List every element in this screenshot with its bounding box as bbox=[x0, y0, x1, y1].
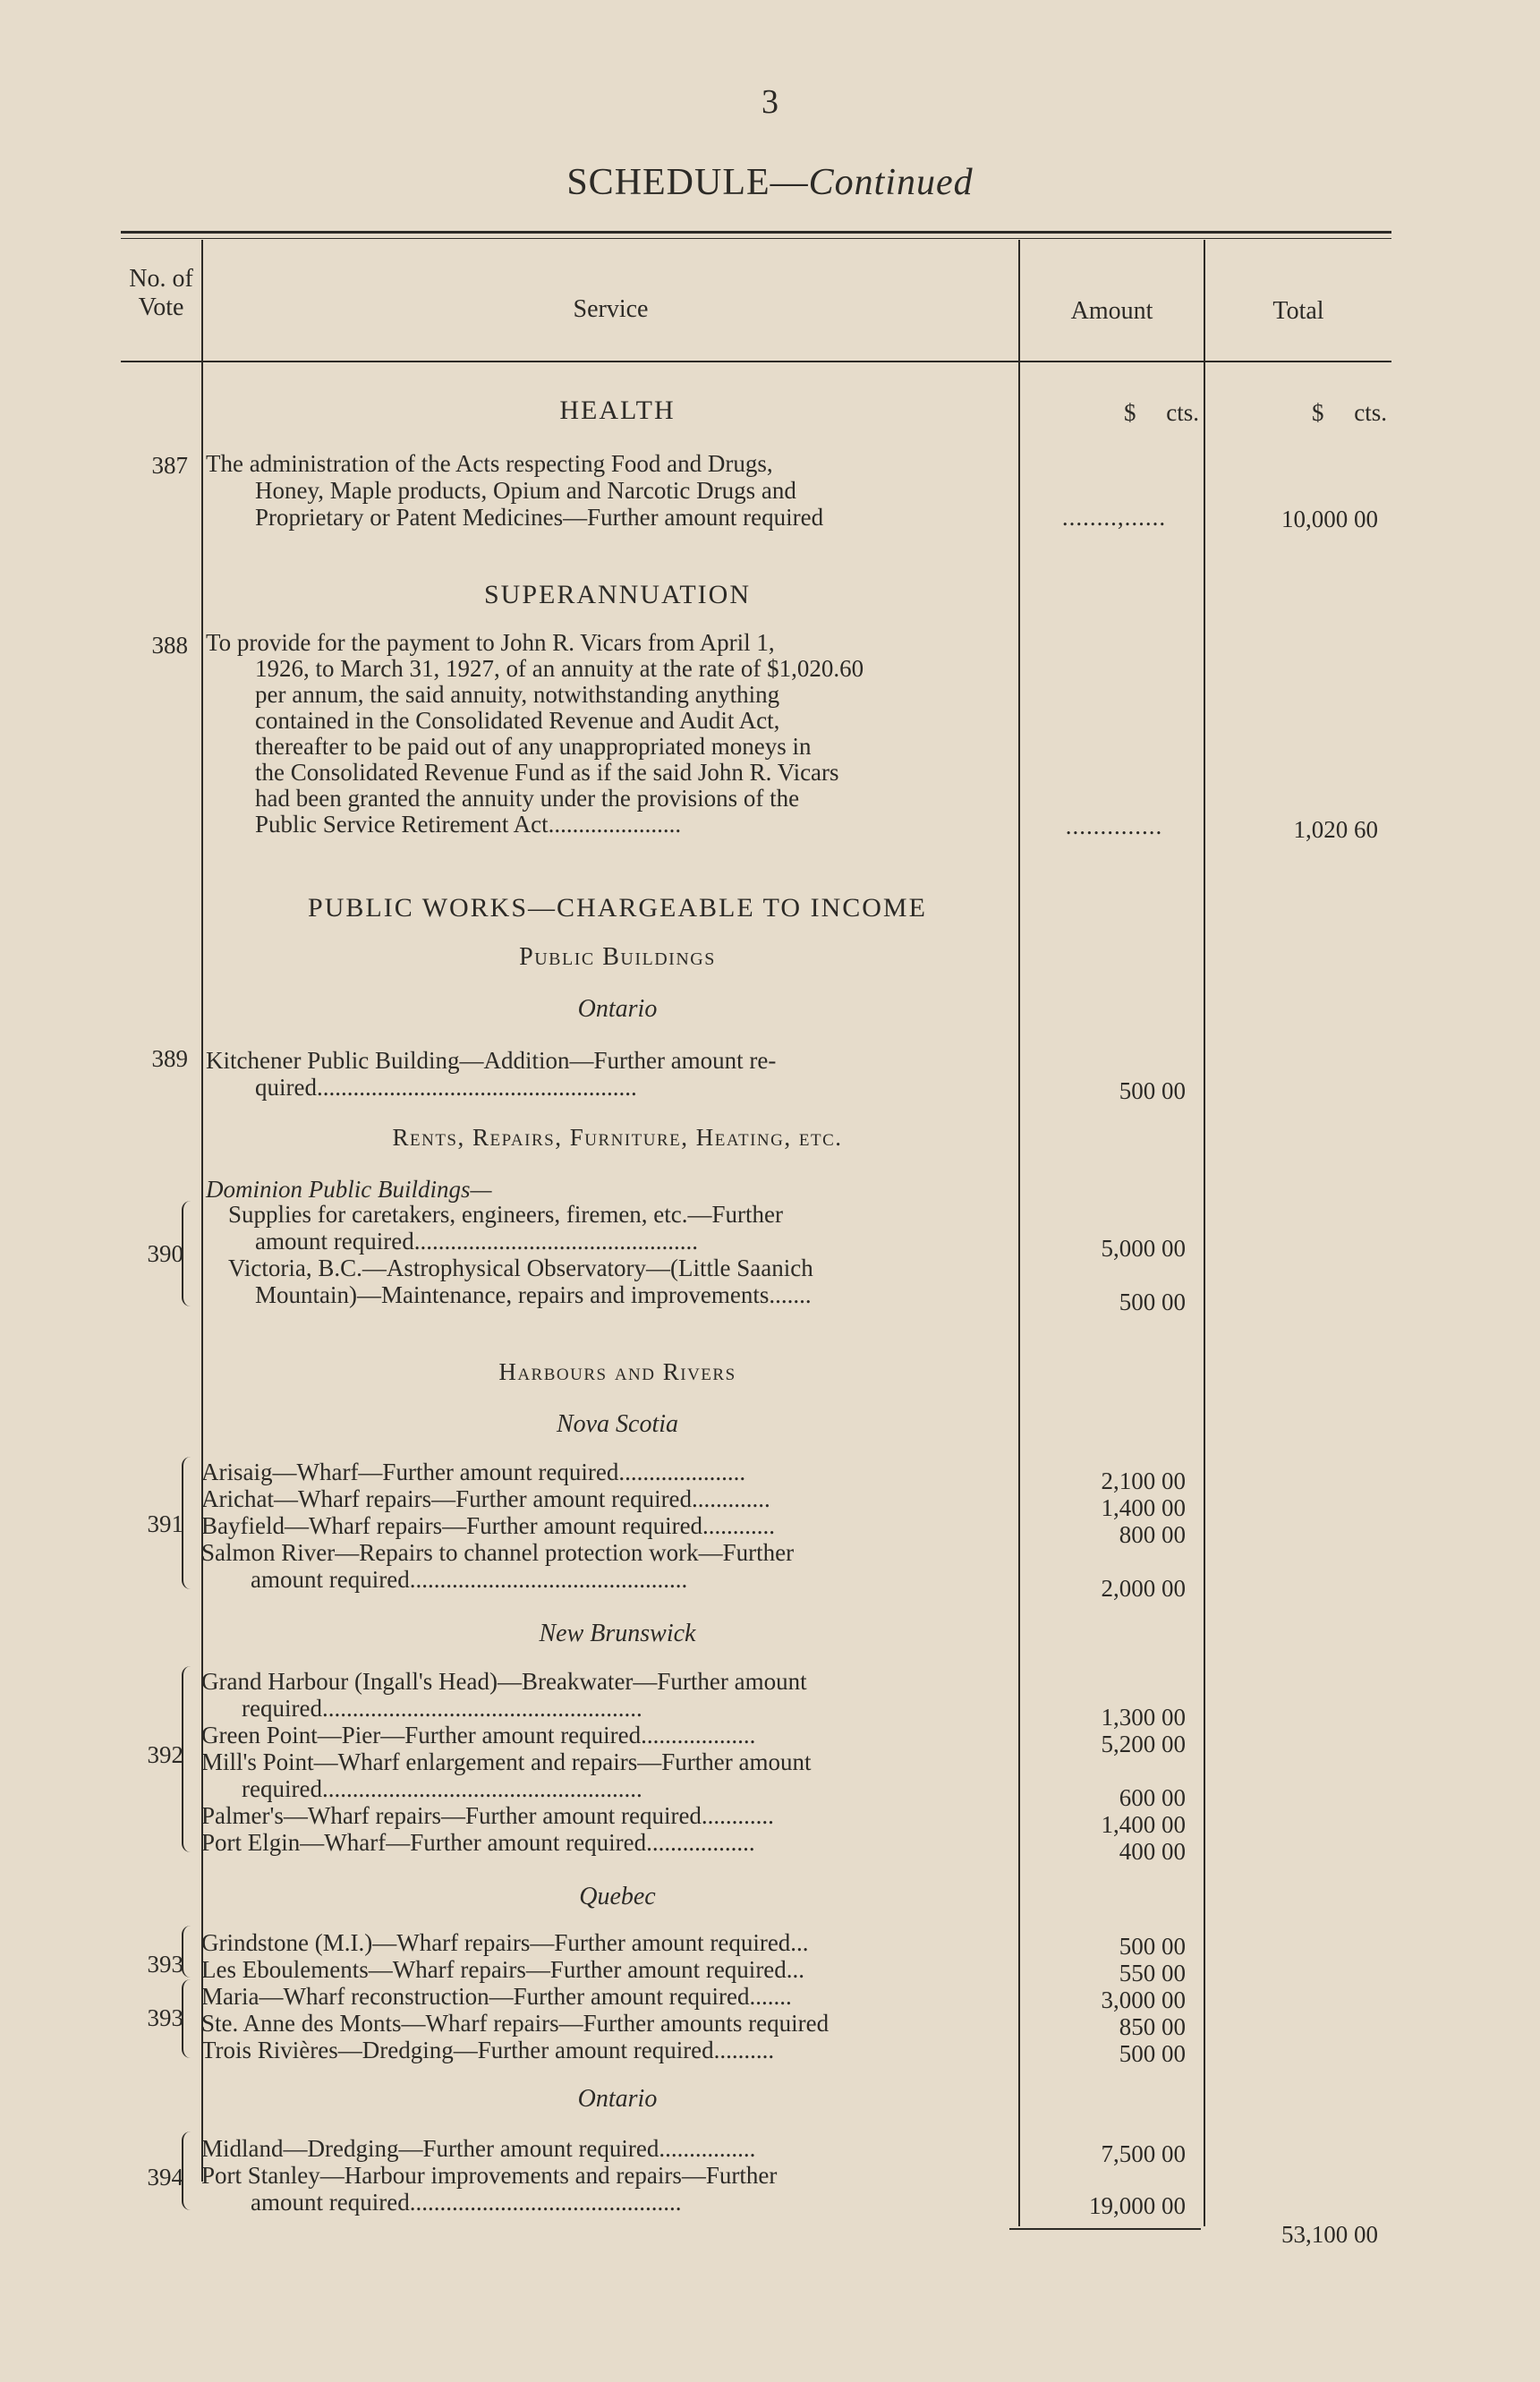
amount-leader: ........,...... bbox=[1061, 504, 1167, 531]
province-heading: Nova Scotia bbox=[556, 1410, 679, 1438]
amount-value: 800 00 bbox=[1119, 1521, 1186, 1548]
amount-value: 1,400 00 bbox=[1101, 1494, 1186, 1521]
service-heading: Dominion Public Buildings— bbox=[206, 1176, 492, 1203]
service-item: Grindstone (M.I.)—Wharf repairs—Further amount required... Les Eboulements—Wharf repairs—Further amount required... Maria—Wharf reconstruction—Further amount required....... Ste. Anne des Monts—Wharf repairs—Further amounts required Trois Rivières—Dredging—Further amount required.......... bbox=[201, 1929, 830, 2063]
province-heading: Ontario bbox=[577, 995, 658, 1023]
amount-value: 5,200 00 bbox=[1101, 1731, 1186, 1757]
vote-number: 388 bbox=[151, 632, 188, 659]
amount-value: 7,500 00 bbox=[1101, 2140, 1186, 2167]
amount-value: 500 00 bbox=[1119, 1933, 1186, 1960]
amount-value: 2,000 00 bbox=[1101, 1575, 1186, 1602]
province-heading: New Brunswick bbox=[539, 1620, 696, 1647]
amount-unit: $ cts. bbox=[1124, 399, 1199, 426]
service-item: Supplies for caretakers, engineers, firemen, etc.—Further amount required............................................... Victoria, B.C.—Astrophysical Observatory—(Little Saanich Mountain)—Maintenance, repairs and improvements....... bbox=[228, 1201, 813, 1308]
vote-number: 391 bbox=[147, 1510, 183, 1537]
service-item: To provide for the payment to John R. Vicars from April 1, 1926, to March 31, 1927, of an annuity at the rate of $1,020.60 per annum, the said annuity, notwithstanding anything contained in the Consolidated Revenue and Audit Act, thereafter to be paid out of any unappropriated moneys in the Consolidated Revenue Fund as if the said John R. Vicars had been granted the annuity under the provisions of the Public Service Retirement Act...................... bbox=[206, 629, 864, 838]
amount-value: 500 00 bbox=[1119, 2040, 1186, 2067]
vote-brace bbox=[182, 1979, 191, 2058]
grand-total: 53,100 00 bbox=[1281, 2221, 1378, 2248]
page-number: 3 bbox=[761, 83, 779, 121]
column-header-vote: No. of Vote bbox=[129, 265, 193, 321]
vote-brace bbox=[182, 1457, 191, 1589]
column-rule-service bbox=[1018, 240, 1020, 2226]
title-italic: Continued bbox=[808, 162, 974, 203]
vote-number: 394 bbox=[147, 2164, 183, 2191]
amount-value: 19,000 00 bbox=[1089, 2192, 1186, 2219]
section-public-works: PUBLIC WORKS—CHARGEABLE TO INCOME bbox=[308, 893, 927, 923]
amount-value: 1,300 00 bbox=[1101, 1704, 1186, 1731]
vote-brace bbox=[182, 1666, 191, 1852]
total-value: 1,020 60 bbox=[1293, 816, 1378, 843]
service-item: Midland—Dredging—Further amount required................ Port Stanley—Harbour improvements and repairs—Further amount required............................................. bbox=[201, 2135, 778, 2216]
service-item: The administration of the Acts respecting Food and Drugs, Honey, Maple products, Opium and Narcotic Drugs and Proprietary or Patent Medicines—Further amount required bbox=[206, 450, 824, 531]
vote-number: 390 bbox=[147, 1240, 183, 1267]
subsection-rents: Rents, Repairs, Furniture, Heating, etc. bbox=[392, 1124, 843, 1151]
subsection-harbours: Harbours and Rivers bbox=[498, 1358, 736, 1385]
amount-value: 5,000 00 bbox=[1101, 1235, 1186, 1262]
service-item: Kitchener Public Building—Addition—Further amount re- quired..................................................... bbox=[206, 1047, 777, 1101]
total-unit: $ cts. bbox=[1312, 399, 1387, 426]
amount-value: 500 00 bbox=[1119, 1289, 1186, 1315]
subsection-public-buildings: Public Buildings bbox=[519, 943, 716, 971]
amount-leader: .............. bbox=[1065, 812, 1163, 839]
vote-brace bbox=[182, 2131, 191, 2210]
amount-value: 1,400 00 bbox=[1101, 1811, 1186, 1838]
column-header-service: Service bbox=[573, 295, 649, 323]
amount-value: 400 00 bbox=[1119, 1838, 1186, 1865]
column-header-amount: Amount bbox=[1070, 297, 1153, 325]
amount-value: 3,000 00 bbox=[1101, 1986, 1186, 2013]
vote-brace bbox=[182, 1201, 191, 1306]
amount-value: 600 00 bbox=[1119, 1784, 1186, 1811]
vote-number: 389 bbox=[151, 1045, 188, 1072]
service-item: Grand Harbour (Ingall's Head)—Breakwater—Further amount required..................................................... Green Point—Pier—Further amount required................... Mill's Point—Wharf enlargement and repairs—Further amount required..................................................... Palmer's—Wharf repairs—Further amount required............ Port Elgin—Wharf—Further amount required.................. bbox=[201, 1668, 812, 1856]
top-rule-thin bbox=[121, 238, 1391, 239]
service-item: Arisaig—Wharf—Further amount required..................... Arichat—Wharf repairs—Further amount required............. Bayfield—Wharf repairs—Further amount required............ Salmon River—Repairs to channel protection work—Further amount required.............................................. bbox=[201, 1459, 795, 1593]
top-rule-thick bbox=[121, 231, 1391, 234]
vote-number: 387 bbox=[151, 452, 188, 479]
column-rule-amount bbox=[1204, 240, 1205, 2226]
amount-value: 2,100 00 bbox=[1101, 1467, 1186, 1494]
header-bottom-rule bbox=[121, 361, 1391, 362]
vote-number: 393 bbox=[147, 1951, 183, 1978]
amount-value: 850 00 bbox=[1119, 2013, 1186, 2040]
amount-value: 550 00 bbox=[1119, 1960, 1186, 1986]
section-superannuation: SUPERANNUATION bbox=[483, 580, 751, 609]
page-title bbox=[0, 161, 1540, 204]
vote-brace bbox=[182, 1926, 191, 1978]
vote-number: 392 bbox=[147, 1741, 183, 1768]
title-main: SCHEDULE— bbox=[566, 162, 809, 203]
column-header-total: Total bbox=[1272, 297, 1324, 325]
amount-value: 500 00 bbox=[1119, 1077, 1186, 1104]
province-heading: Ontario bbox=[577, 2085, 658, 2113]
total-value: 10,000 00 bbox=[1281, 506, 1378, 532]
section-health: HEALTH bbox=[559, 396, 676, 425]
province-heading: Quebec bbox=[579, 1883, 656, 1910]
column-rule-vote bbox=[201, 240, 203, 2182]
sum-rule bbox=[1009, 2228, 1201, 2230]
vote-number: 393 bbox=[147, 2004, 183, 2031]
